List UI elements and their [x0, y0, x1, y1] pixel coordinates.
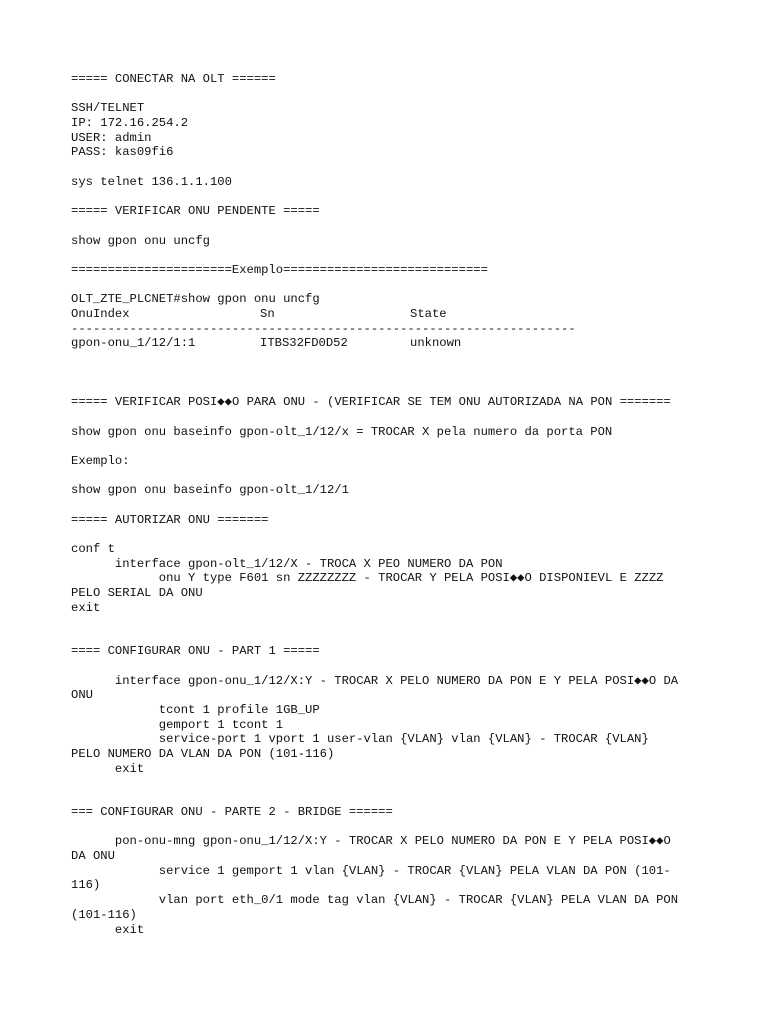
command-line: show gpon onu baseinfo gpon-olt_1/12/1	[71, 483, 349, 498]
command-line: sys telnet 136.1.1.100	[71, 174, 232, 189]
command-line: OLT_ZTE_PLCNET#show gpon onu uncfg	[71, 292, 320, 307]
section-heading-verify-position: ===== VERIFICAR POSI◆◆O PARA ONU - (VERIFICAR SE TEM ONU AUTORIZADA NA PON =======	[71, 395, 671, 410]
command-line: show gpon onu baseinfo gpon-olt_1/12/x = TROCAR X pela numero da porta PON	[71, 424, 613, 439]
text-line: 116)	[71, 878, 101, 893]
example-divider: ======================Exemplo============================	[71, 262, 488, 277]
command-line: exit	[71, 761, 145, 776]
table-cell-onuindex: gpon-onu_1/12/1:1	[71, 336, 196, 351]
text-line: PASS: kas09fi6	[71, 145, 174, 160]
command-line: onu Y type F601 sn ZZZZZZZZ - TROCAR Y PELA POSI◆◆O DISPONIEVL E ZZZZ	[71, 571, 664, 586]
command-line: tcont 1 profile 1GB_UP	[71, 702, 320, 717]
command-line: pon-onu-mng gpon-onu_1/12/X:Y - TROCAR X PELO NUMERO DA PON E Y PELA POSI◆◆O	[71, 834, 671, 849]
text-line: Exemplo:	[71, 453, 130, 468]
section-heading-connect: ===== CONECTAR NA OLT ======	[71, 72, 276, 86]
table-header-onuindex: OnuIndex	[71, 307, 130, 321]
table-row	[71, 336, 728, 351]
section-heading-configure-part1: ==== CONFIGURAR ONU - PART 1 =====	[71, 644, 320, 659]
document-body	[71, 72, 728, 937]
table-divider: ---------------------------------------------------------------------	[71, 321, 576, 336]
table-header-state: State	[410, 307, 447, 321]
text-line: PELO NUMERO DA VLAN DA PON (101-116)	[71, 746, 335, 761]
command-line: service-port 1 vport 1 user-vlan {VLAN} vlan {VLAN} - TROCAR {VLAN}	[71, 732, 649, 747]
command-line: conf t	[71, 542, 115, 556]
table-cell-sn: ITBS32FD0D52	[260, 336, 348, 351]
command-line: exit	[71, 922, 145, 937]
table-header-sn: Sn	[260, 307, 275, 321]
text-line: (101-116)	[71, 907, 137, 922]
command-line: service 1 gemport 1 vlan {VLAN} - TROCAR {VLAN} PELA VLAN DA PON (101-	[71, 863, 671, 878]
table-header-row	[71, 307, 728, 322]
text-line: SSH/TELNET	[71, 101, 145, 116]
command-line: gemport 1 tcont 1	[71, 717, 284, 732]
command-line: exit	[71, 600, 101, 615]
table-cell-state: unknown	[410, 336, 462, 351]
command-line: interface gpon-olt_1/12/X - TROCA X PEO NUMERO DA PON	[71, 556, 503, 571]
section-heading-authorize: ===== AUTORIZAR ONU =======	[71, 512, 269, 527]
section-heading-configure-part2: === CONFIGURAR ONU - PARTE 2 - BRIDGE ======	[71, 805, 393, 819]
text-line: PELO SERIAL DA ONU	[71, 586, 203, 601]
section-heading-verify-pending: ===== VERIFICAR ONU PENDENTE =====	[71, 204, 320, 219]
command-line: vlan port eth_0/1 mode tag vlan {VLAN} - TROCAR {VLAN} PELA VLAN DA PON	[71, 893, 679, 908]
text-line: IP: 172.16.254.2	[71, 116, 189, 131]
command-line: show gpon onu uncfg	[71, 233, 210, 248]
text-line: ONU	[71, 688, 93, 703]
command-line: interface gpon-onu_1/12/X:Y - TROCAR X PELO NUMERO DA PON E Y PELA POSI◆◆O DA	[71, 673, 679, 688]
text-line: USER: admin	[71, 130, 152, 145]
text-line: DA ONU	[71, 849, 115, 864]
